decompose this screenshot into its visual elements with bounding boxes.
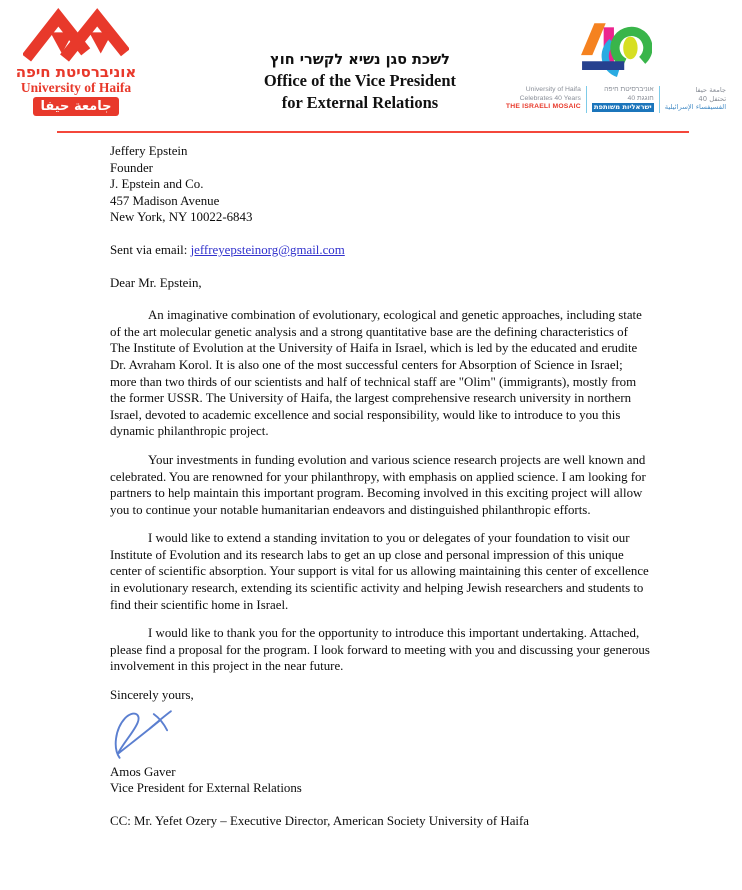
sent-via-label: Sent via email: <box>110 242 191 257</box>
logo-english-name: University of Haifa <box>20 80 132 95</box>
spacer <box>110 226 650 242</box>
spacer <box>110 259 650 275</box>
closing: Sincerely yours, <box>110 688 194 703</box>
handwritten-signature <box>112 706 188 764</box>
recipient-street: 457 Madison Avenue <box>110 193 220 208</box>
paragraph-4: I would like to thank you for the opportunity to introduce this important undertaking. Attached, please find a proposal for the program. I look forward to meeting with you and discussing your generous involvement in this project in the near future. <box>110 626 650 674</box>
anniversary-text-columns <box>492 86 740 113</box>
haifa-zigzag-logo-icon <box>23 6 129 64</box>
greeting: Dear Mr. Epstein, <box>110 275 202 290</box>
office-title-line1: Office of the Vice President <box>263 71 457 90</box>
university-of-haifa-logo <box>14 6 138 116</box>
anniversary-he-line2: חוגגת 40 <box>627 94 654 102</box>
recipient-name: Jeffery Epstein <box>110 144 188 158</box>
paragraph-2: Your investments in funding evolution and various science research projects are well known and celebrated. You are renowned for your philanthropy, with emphasis on applied science. I am looking for partners to help maintain this important program. Becoming involved in this exciting project will allow you to continue your notable humanitarian endeavors and distinguished philanthropic efforts. <box>110 452 646 517</box>
anniversary-english-column <box>501 86 586 113</box>
logo-arabic-name: جامعة حيفا <box>33 97 120 116</box>
spacer <box>110 291 650 307</box>
sent-via-line <box>110 242 650 259</box>
anniversary-40-logo <box>492 20 740 113</box>
office-header <box>228 50 492 114</box>
anniversary-en-line1: University of Haifa <box>525 86 581 93</box>
header-divider-rule <box>57 131 689 133</box>
anniversary-hebrew-column <box>586 86 660 113</box>
anniversary-he-line1: אוניברסיטת חיפה <box>604 86 654 93</box>
anniversary-en-line3: THE ISRAELI MOSAIC <box>505 103 581 111</box>
recipient-city: New York, NY 10022-6843 <box>110 210 253 225</box>
anniversary-ar-line3: الفسيفساء الإسرائيلية <box>664 103 727 112</box>
recipient-company: J. Epstein and Co. <box>110 177 204 192</box>
anniversary-ar-line2: تحتفل 40 <box>698 94 727 103</box>
signer-name: Amos Gaver <box>110 764 176 779</box>
logo-hebrew-name: אוניברסיטת חיפה <box>15 63 137 81</box>
office-title-line2: for External Relations <box>281 93 439 112</box>
cc-line: CC: Mr. Yefet Ozery – Executive Director, American Society University of Haifa <box>110 813 530 828</box>
signer-title: Vice President for External Relations <box>110 781 302 796</box>
anniversary-arabic-column <box>660 86 731 113</box>
anniversary-he-line3: ישראליות משותפת <box>593 103 652 112</box>
paragraph-1: An imaginative combination of evolutionary, ecological and genetic approaches, including state of the art molecular genetic analysis and a strong quantitative base are the defining characteristics of The Institute of Evolution at the University of Haifa in Israel, which is led by the educated and erudite Dr. Avraham Korol. It is also one of the most successful centers for Absorption of Science in Israel; more than two thirds of our scientists and half of technical staff are "Olim" (immigrants), mostly from the former USSR. The University of Haifa, the largest comprehensive research university in northern Israel, devoted to academic excellence and social responsibility, would like to introduce to you this dynamic philanthropic project. <box>110 308 642 439</box>
letter-body <box>110 143 650 829</box>
anniversary-ar-line1: جامعة حيفا <box>695 86 727 94</box>
forty-number-icon <box>580 20 652 84</box>
paragraph-3: I would like to extend a standing invitation to you or delegates of your foundation to visit our Institute of Evolution and its research labs to get an up close and personal impression of this unique center of scientific absorption. Your support is vital for us allowing maintaining this center of excellence in evolutionary research, extending its scientific activity and helping Jewish researchers and students to find their scientific home in Israel. <box>110 531 649 612</box>
office-title-hebrew: לשכת סגן נשיא לקשרי חוץ <box>270 52 450 68</box>
recipient-title: Founder <box>110 160 153 175</box>
email-link[interactable]: jeffreyepsteinorg@gmail.com <box>190 242 345 257</box>
anniversary-en-line2: Celebrates 40 Years <box>519 94 581 102</box>
